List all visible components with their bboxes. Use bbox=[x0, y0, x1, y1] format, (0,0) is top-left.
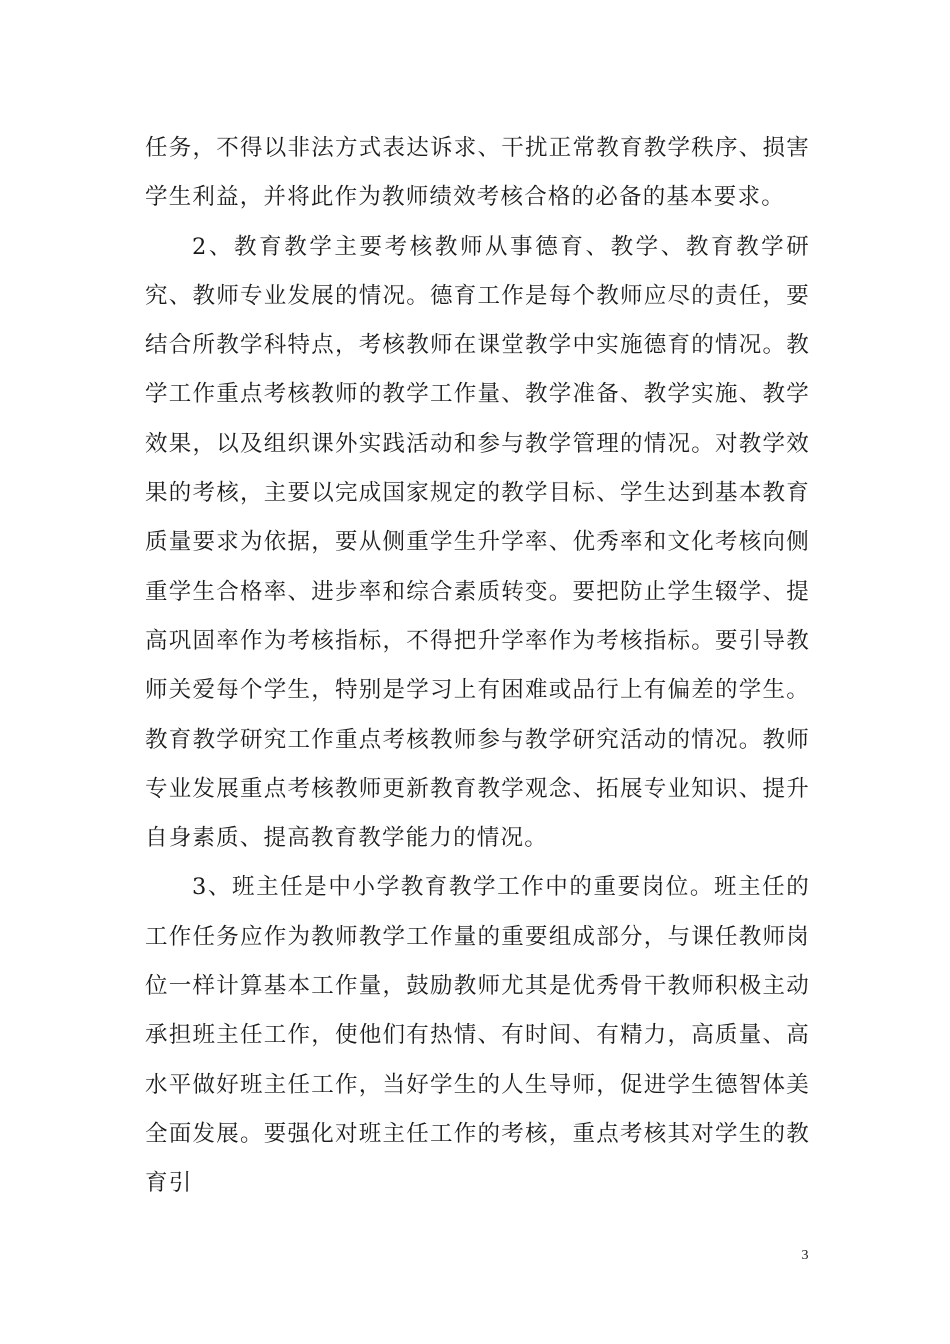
paragraph-item-3: 3、班主任是中小学教育教学工作中的重要岗位。班主任的工作任务应作为教师教学工作量的重要组成部分，与课任教师岗位一样计算基本工作量，鼓励教师尤其是优秀骨干教师积极主动承担班主任工作，使他们有热情、有时间、有精力，高质量、高水平做好班主任工作，当好学生的人生导师，促进学生德智体美全面发展。要强化对班主任工作的考核，重点考核其对学生的教育引 bbox=[145, 874, 810, 1197]
document-body bbox=[145, 124, 810, 1209]
paragraph-continued: 任务，不得以非法方式表达诉求、干扰正常教育教学秩序、损害学生利益，并将此作为教师绩效考核合格的必备的基本要求。 bbox=[145, 135, 810, 211]
paragraph-item-2: 2、教育教学主要考核教师从事德育、教学、教育教学研究、教师专业发展的情况。德育工作是每个教师应尽的责任，要结合所教学科特点，考核教师在课堂教学中实施德育的情况。教学工作重点考核教师的教学工作量、教学准备、教学实施、教学效果，以及组织课外实践活动和参与教学管理的情况。对教学效果的考核，主要以完成国家规定的教学目标、学生达到基本教育质量要求为依据，要从侧重学生升学率、优秀率和文化考核向侧重学生合格率、进步率和综合素质转变。要把防止学生辍学、提高巩固率作为考核指标，不得把升学率作为考核指标。要引导教师关爱每个学生，特别是学习上有困难或品行上有偏差的学生。教育教学研究工作重点考核教师参与教学研究活动的情况。教师专业发展重点考核教师更新教育教学观念、拓展专业知识、提升自身素质、提高教育教学能力的情况。 bbox=[145, 233, 810, 852]
page-number: 3 bbox=[801, 1248, 809, 1263]
